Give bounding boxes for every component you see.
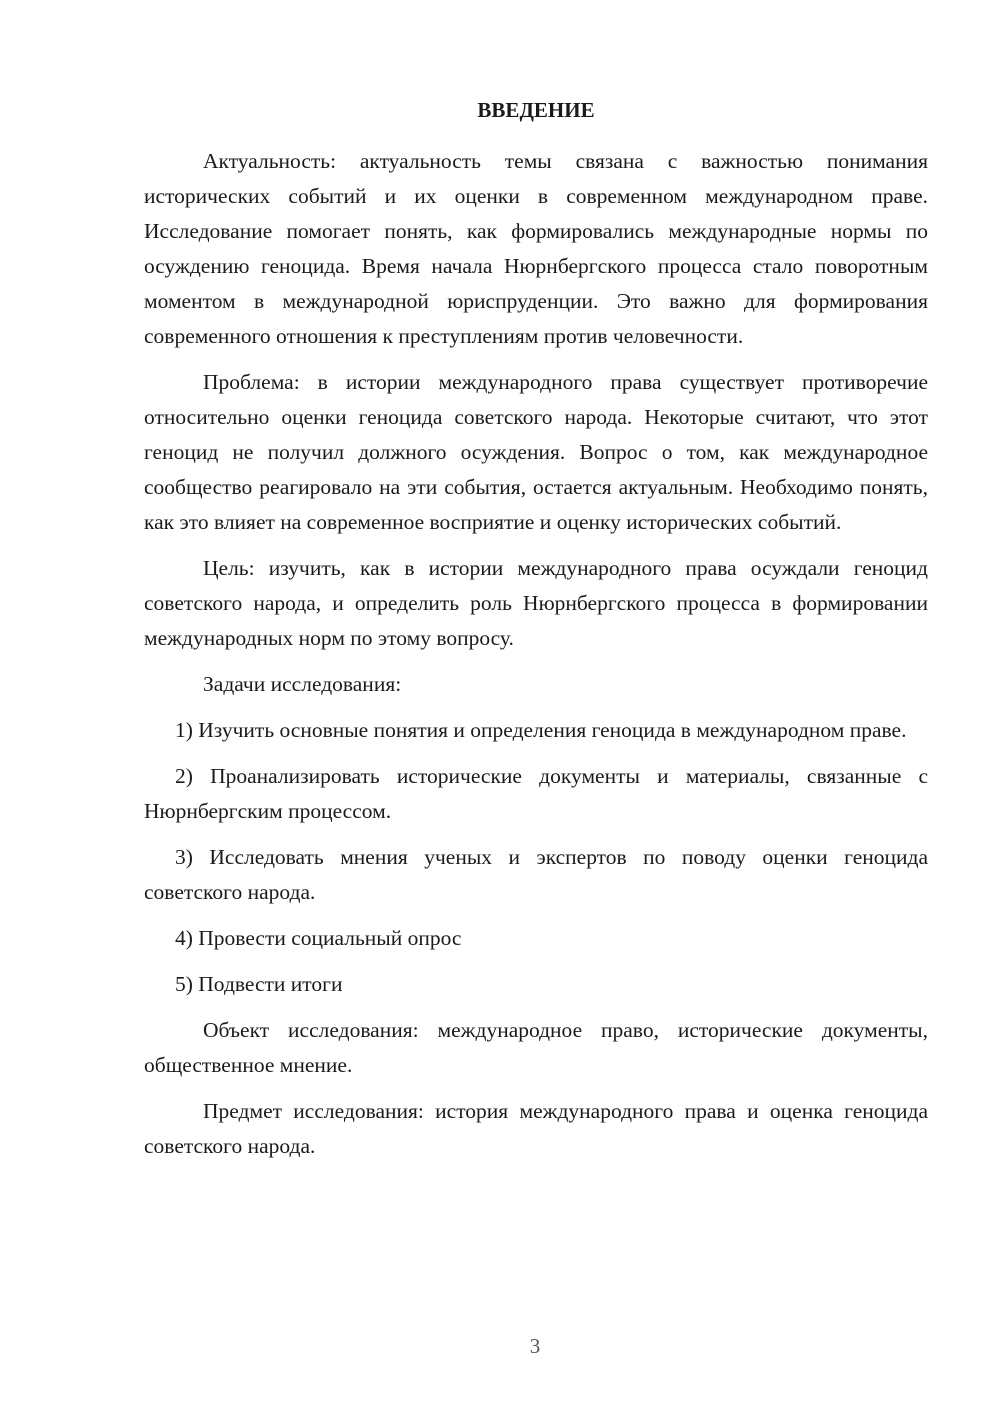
tasks-label: Задачи исследования: xyxy=(203,672,402,696)
task-item: 4) Провести социальный опрос xyxy=(175,926,462,950)
subject-paragraph: Предмет исследования: история международного права и оценка геноцида советского народа. xyxy=(144,1099,928,1158)
page-number: 3 xyxy=(529,1334,541,1358)
document-page xyxy=(144,92,928,1175)
task-item: 2) Проанализировать исторические документы и материалы, связанные с Нюрнбергским процессом. xyxy=(144,764,928,823)
relevance-paragraph: Актуальность: актуальность темы связана с важностью понимания исторических событий и их оценки в современном международном праве. Исследование помогает понять, как формировались международные нормы по осуждению геноцида. Время начала Нюрнбергского процесса стало поворотным моментом в международной юриспруденции. Это важно для формирования современного отношения к преступлениям против человечности. xyxy=(144,149,928,348)
task-item: 3) Исследовать мнения ученых и экспертов по поводу оценки геноцида советского народа. xyxy=(144,845,928,904)
document-title: ВВЕДЕНИЕ xyxy=(477,98,595,122)
goal-paragraph: Цель: изучить, как в истории международного права осуждали геноцид советского народа, и определить роль Нюрнбергского процесса в формировании международных норм по этому вопросу. xyxy=(144,556,928,650)
object-paragraph: Объект исследования: международное право, исторические документы, общественное мнение. xyxy=(144,1018,928,1077)
task-item: 1) Изучить основные понятия и определения геноцида в международном праве. xyxy=(175,718,907,742)
task-item: 5) Подвести итоги xyxy=(175,972,343,996)
problem-paragraph: Проблема: в истории международного права существует противоречие относительно оценки геноцида советского народа. Некоторые считают, что этот геноцид не получил должного осуждения. Вопрос о том, как международное сообщество реагировало на эти события, остается актуальным. Необходимо понять, как это влияет на современное восприятие и оценку исторических событий. xyxy=(144,370,928,534)
